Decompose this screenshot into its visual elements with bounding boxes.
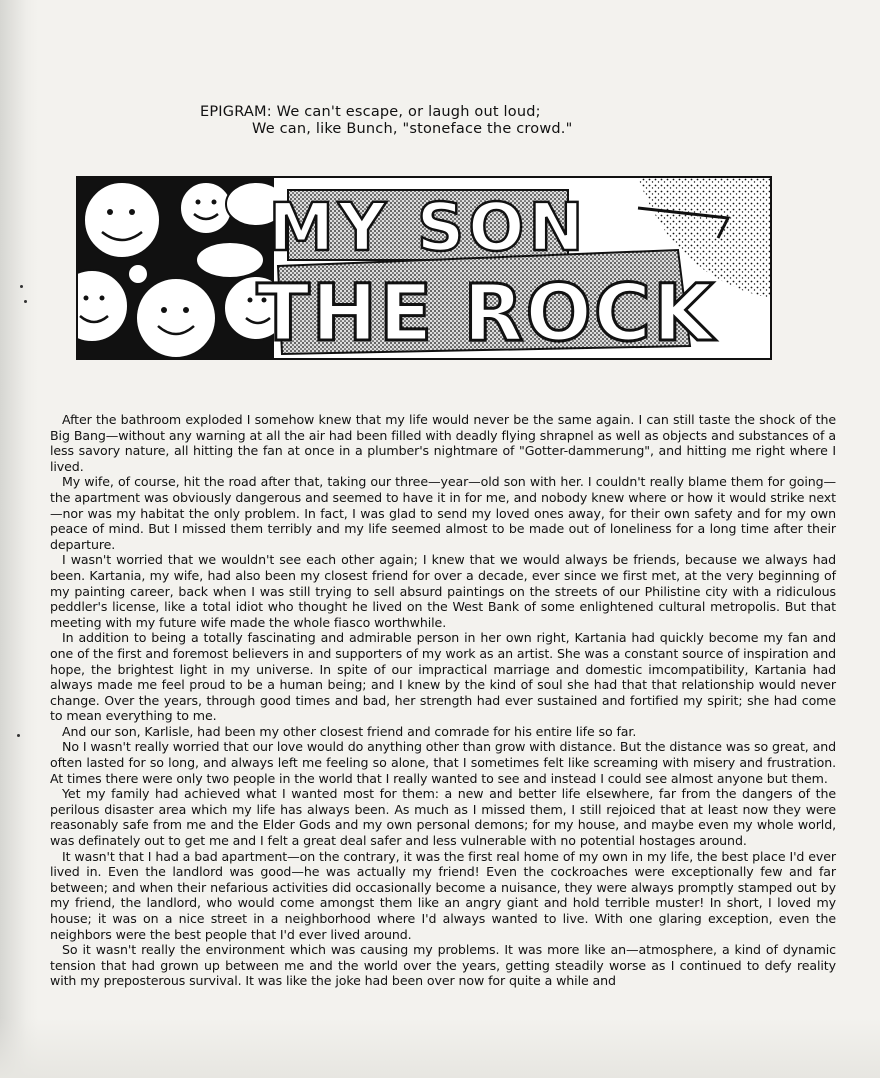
page-binding-shadow: [0, 0, 38, 1078]
paragraph: In addition to being a totally fascinating and admirable person in her own right, Kartania had quickly become my fan and one of the first and foremost believers in and supporters of my work as an artist. She was a constant source of inspiration and hope, the brightest light in my universe. In spite of our impractical marriage and domestic imcompatibility, Kartania had always made me feel proud to be a human being; and I knew by the kind of soul she had that that relationship would never change. Over the years, through good times and bad, her strength had ever sustained and fortified my spirit; she had come to mean everything to me.: [50, 630, 836, 724]
paragraph: It wasn't that I had a bad apartment—on the contrary, it was the first real home of my own in my life, the best place I'd ever lived in. Even the landlord was good—he was actually my friend! Even the cockroaches were exceptionally few and far between; and when their nefarious activities did occasionally become a nuisance, they were always promptly stamped out by my friend, the landlord, who would come amongst them like an angry giant and hold terrible muster! In short, I loved my house; it was on a nice street in a neighborhood where I'd always wanted to live. With one glaring exception, even the neighbors were the best people that I'd ever lived around.: [50, 848, 836, 942]
paragraph: After the bathroom exploded I somehow knew that my life would never be the same again. I can still taste the shock of the Big Bang—without any warning at all the air had been filled with deadly flying shrapnel as well as objects and substances of a less savory nature, all hitting the fan at once in a plumber's nightmare of "Gotter-dammerung", and hitting me right where I lived.: [50, 412, 836, 474]
print-speck: [17, 734, 20, 737]
title-bottom-text: THE ROCK: [256, 269, 716, 358]
epigram-line-1: EPIGRAM: We can't escape, or laugh out loud;: [200, 104, 541, 120]
paragraph: My wife, of course, hit the road after that, taking our three—year—old son with her. I couldn't really blame them for going—the apartment was obviously dangerous and seemed to have it in for me, and nobody knew where or how it would strike next—nor was my habitat the only problem. In fact, I was glad to send my loved ones away, for their own safety and for my own peace of mind. But I missed them terribly and my life seemed almost to be made out of loneliness for a long time after their departure.: [50, 474, 836, 552]
article-body: [50, 412, 836, 989]
paragraph: And our son, Karlisle, had been my other closest friend and comrade for his entire life so far.: [62, 723, 637, 739]
title-banner: [76, 176, 772, 360]
title-top-lettering: [268, 189, 587, 266]
epigram: [200, 104, 620, 138]
banner-illustration: [78, 178, 770, 358]
paragraph: Yet my family had achieved what I wanted most for them: a new and better life elsewhere, far from the dangers of the perilous disaster area which my life has always been. As much as I missed them, I still rejoiced that at least now they were reasonably safe from me and the Elder Gods and my own personal demons; for my house, and maybe even my whole world, was definately out to get me and I felt a great deal safer and less vulnerable with no potential hostages around.: [50, 786, 836, 849]
paragraph: No I wasn't really worried that our love would do anything other than grow with distance. But the distance was so great, and often lasted for so long, and always left me feeling so alone, that I sometimes felt like screaming with misery and frustration. At times there were only two people in the world that I really wanted to see and instead I could see almost anyone but them.: [50, 739, 836, 786]
page-bottom-shadow: [0, 1018, 880, 1078]
title-top-text: MY SON: [268, 189, 588, 266]
print-speck: [20, 285, 23, 288]
paragraph: So it wasn't really the environment which was causing my problems. It was more like an—atmosphere, a kind of dynamic tension that had grown up between me and the world over the years, getting steadily worse as I continued to defy reality with my preposterous survival. It was like the joke had been over now for quite a while and: [50, 942, 836, 989]
paragraph: I wasn't worried that we wouldn't see each other again; I knew that we would always be friends, because we always had been. Kartania, my wife, had also been my closest friend for over a decade, ever since we first met, at the very beginning of my painting career, back when I was still trying to sell absurd paintings on the streets of our Philistine city with a ridiculous peddler's license, like a total idiot who thought he lived on the West Bank of some enlightened cultural metropolis. But that meeting with my future wife made the whole fiasco worthwhile.: [50, 552, 836, 630]
title-bottom-lettering: [257, 250, 717, 358]
epigram-line-2: We can, like Bunch, "stoneface the crowd.": [252, 121, 573, 137]
print-speck: [24, 300, 27, 303]
